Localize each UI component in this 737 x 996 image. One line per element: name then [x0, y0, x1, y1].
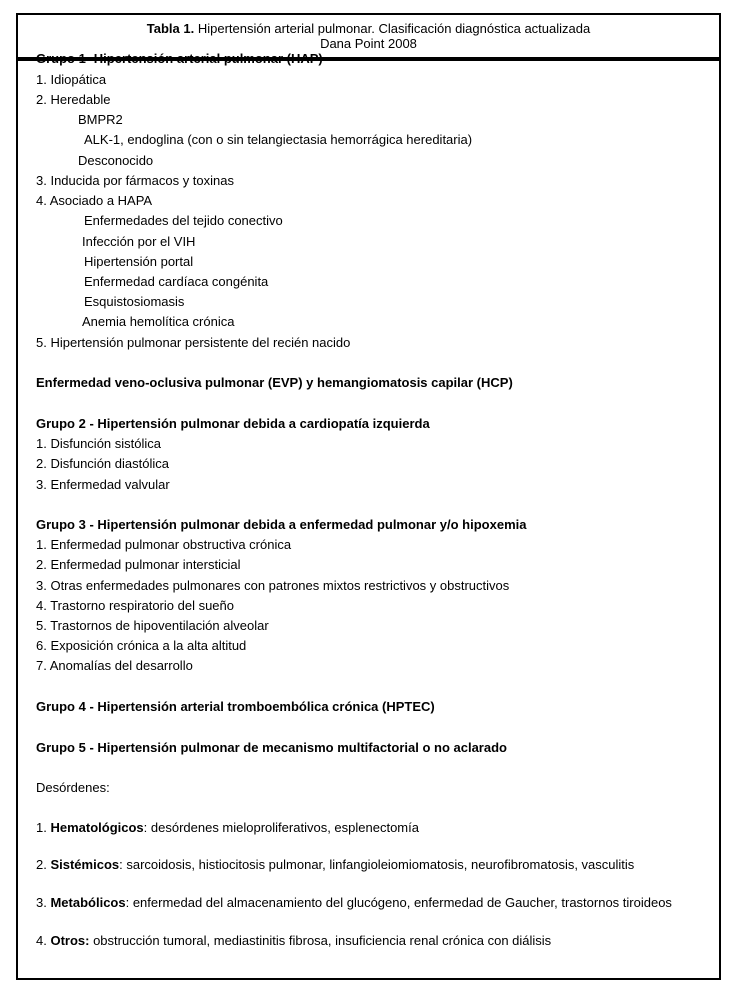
list-item: Esquistosiomasis — [84, 294, 185, 309]
group-heading: Enfermedad veno-oclusiva pulmonar (EVP) y hemangiomatosis capilar (HCP) — [36, 375, 513, 390]
list-item: Hipertensión portal — [84, 254, 194, 269]
group-heading: Grupo 2 - Hipertensión pulmonar debida a cardiopatía izquierda — [36, 416, 430, 431]
list-item: 2. Disfunción diastólica — [36, 456, 169, 471]
list-item: 4. Trastorno respiratorio del sueño — [36, 598, 234, 613]
list-item: BMPR2 — [78, 112, 123, 127]
item-term: Sistémicos — [50, 857, 120, 872]
table-title-text: Hipertensión arterial pulmonar. Clasificación diagnóstica actualizada — [194, 21, 591, 36]
list-item: 3. Otras enfermedades pulmonares con patrones mixtos restrictivos y obstructivos — [36, 578, 510, 593]
group-heading: Grupo 4 - Hipertensión arterial tromboembólica crónica (HPTEC) — [36, 699, 435, 714]
list-item: 3. Inducida por fármacos y toxinas — [36, 173, 234, 188]
list-item: 1. Disfunción sistólica — [36, 436, 161, 451]
list-item — [36, 857, 634, 873]
list-item: Desórdenes: — [36, 780, 110, 795]
group-heading: Grupo 5 - Hipertensión pulmonar de mecanismo multifactorial o no aclarado — [36, 740, 507, 755]
list-item: ALK-1, endoglina (con o sin telangiectasia hemorrágica hereditaria) — [84, 132, 473, 147]
item-number: 4. — [36, 933, 51, 948]
table-label: Tabla 1. — [146, 21, 195, 36]
list-item — [36, 895, 672, 911]
table-title — [18, 21, 719, 36]
classification-table — [16, 13, 721, 980]
group-heading: Grupo 3 - Hipertensión pulmonar debida a enfermedad pulmonar y/o hipoxemia — [36, 517, 527, 532]
list-item: Desconocido — [78, 153, 154, 168]
list-item: Enfermedad cardíaca congénita — [84, 274, 269, 289]
list-item: 2. Enfermedad pulmonar intersticial — [36, 557, 241, 572]
list-item: Anemia hemolítica crónica — [82, 314, 235, 329]
list-item: 6. Exposición crónica a la alta altitud — [36, 638, 247, 653]
item-description: obstrucción tumoral, mediastinitis fibrosa, insuficiencia renal crónica con diálisis — [89, 933, 552, 948]
list-item: 3. Enfermedad valvular — [36, 477, 170, 492]
list-item: Enfermedades del tejido conectivo — [84, 213, 283, 228]
list-item: 4. Asociado a HAPA — [36, 193, 153, 208]
table-subtitle: Dana Point 2008 — [320, 36, 417, 51]
item-description: : desórdenes mieloproliferativos, esplenectomía — [143, 820, 419, 835]
item-term: Otros: — [50, 933, 90, 948]
list-item — [36, 820, 419, 836]
list-item: 5. Trastornos de hipoventilación alveolar — [36, 618, 269, 633]
item-number: 1. — [36, 820, 51, 835]
list-item: 5. Hipertensión pulmonar persistente del recién nacido — [36, 335, 351, 350]
list-item: 1. Enfermedad pulmonar obstructiva crónica — [36, 537, 292, 552]
item-term: Metabólicos — [50, 895, 126, 910]
item-number: 3. — [36, 895, 51, 910]
item-description: : sarcoidosis, histiocitosis pulmonar, linfangioleiomiomatosis, neurofibromatosis, vasculitis — [119, 857, 635, 872]
item-term: Hematológicos — [50, 820, 144, 835]
list-item — [36, 933, 551, 949]
item-description: : enfermedad del almacenamiento del glucógeno, enfermedad de Gaucher, trastornos tiroideos — [125, 895, 672, 910]
item-number: 2. — [36, 857, 51, 872]
group-heading: Grupo 1- Hipertensión arterial pulmonar (HAP) — [36, 51, 323, 66]
list-item: 2. Heredable — [36, 92, 111, 107]
list-item: Infección por el VIH — [82, 234, 196, 249]
list-item: 1. Idiopática — [36, 72, 107, 87]
list-item: 7. Anomalías del desarrollo — [36, 658, 193, 673]
